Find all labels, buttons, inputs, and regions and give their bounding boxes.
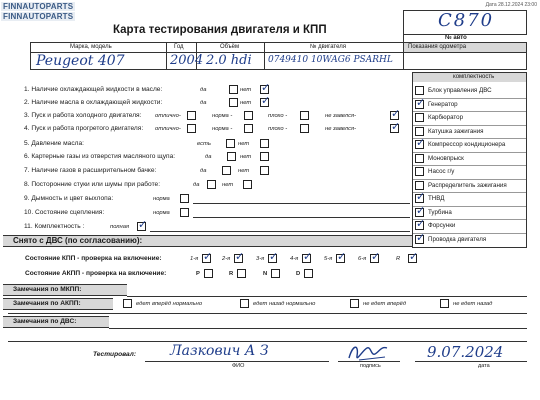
option-checkbox[interactable] [260, 98, 269, 107]
option-checkbox[interactable] [180, 208, 189, 217]
kpp-gear-checkbox[interactable] [234, 254, 243, 263]
option-checkbox[interactable] [207, 180, 216, 189]
question-label: 8. Посторонние стуки или шумы при работе: [24, 181, 161, 188]
question-label: 2. Наличие масла в охлаждающей жидкости: [24, 99, 163, 106]
kpp-gear-checkbox[interactable] [336, 254, 345, 263]
header-engine-number: № двигателя [310, 44, 346, 50]
component-label: Проводка двигателя [428, 235, 487, 243]
component-label: Насос г/у [428, 168, 455, 175]
option-checkbox[interactable] [390, 111, 399, 120]
akpp-remark-checkbox[interactable] [240, 299, 249, 308]
question-label: 4. Пуск и работа прогретого двигателя: [24, 125, 144, 132]
question-label: 9. Дымность и цвет выхлопа: [24, 195, 114, 202]
header-year: Год [174, 44, 184, 50]
kpp-gear-checkbox[interactable] [202, 254, 211, 263]
akpp-remark-checkbox[interactable] [123, 299, 132, 308]
component-checkbox[interactable] [415, 100, 424, 109]
dvs-remarks-label: Замечания по ДВС: [13, 318, 77, 325]
option-label: нет [238, 141, 250, 147]
option-checkbox[interactable] [180, 194, 189, 203]
akpp-gear-checkbox[interactable] [304, 269, 313, 278]
akpp-remark-label: едет назад нормально [253, 301, 316, 307]
component-label: Компрессор кондиционера [428, 141, 506, 148]
akpp-gear-label: D [296, 271, 301, 277]
option-label: плохо - [268, 113, 288, 119]
akpp-remark-label: не едет вперёд [363, 301, 407, 307]
option-checkbox[interactable] [244, 111, 253, 120]
option-label: плохо - [268, 126, 288, 132]
akpp-remarks-label: Замечания по АКПП: [13, 300, 81, 307]
option-checkbox[interactable] [243, 180, 252, 189]
auto-number-label: № авто [445, 35, 467, 41]
kpp-gear-label: 1-я [190, 256, 199, 262]
option-label: да [193, 182, 200, 188]
option-checkbox[interactable] [226, 139, 235, 148]
option-checkbox[interactable] [260, 166, 269, 175]
option-label: нет [240, 154, 252, 160]
option-checkbox[interactable] [260, 152, 269, 161]
option-checkbox[interactable] [187, 111, 196, 120]
option-label: отлично- [155, 113, 181, 119]
akpp-remark-checkbox[interactable] [350, 299, 359, 308]
akpp-remark-label: не едет назад [453, 301, 493, 307]
component-label: Турбина [428, 208, 452, 216]
kpp-gear-label: 3-я [256, 256, 265, 262]
value-engine-number: 0749410 10WAG6 PSARHL [268, 55, 393, 65]
removed-title: Снято с ДВС (по согласованию): [13, 236, 143, 245]
akpp-gear-checkbox[interactable] [237, 269, 246, 278]
option-checkbox[interactable] [300, 111, 309, 120]
component-label: Катушка зажигания [428, 127, 484, 135]
question-label: 10. Состояние сцепления: [24, 209, 105, 216]
akpp-gear-label: R [229, 271, 234, 277]
page-title: Карта тестирования двигателя и КПП [113, 24, 327, 36]
akpp-remark-label: едет вперёд нормально [136, 301, 203, 307]
question-label: 11. Комплектность : [24, 223, 85, 230]
option-label: отлично- [155, 126, 181, 132]
signature [345, 340, 395, 364]
akpp-label: Состояние АКПП - проверка на включение: [25, 270, 167, 277]
option-label: норма - [212, 113, 233, 119]
option-label: да [205, 154, 212, 160]
header-make-model: Марка, модель [70, 44, 112, 50]
option-checkbox[interactable] [229, 85, 238, 94]
kpp-gear-checkbox[interactable] [408, 254, 417, 263]
component-checkbox[interactable] [415, 235, 424, 244]
mkpp-remarks-label: Замечания по МКПП: [13, 286, 82, 293]
option-checkbox[interactable] [227, 152, 236, 161]
kpp-gear-label: R [396, 256, 401, 262]
component-label: Карбюратор [428, 114, 464, 121]
header-odometer: Показания одометра [408, 44, 467, 50]
fio-label: ФИО [232, 363, 245, 369]
option-label: нет [240, 100, 252, 106]
question-label: 7. Наличие газов в расширительном бачке: [24, 167, 157, 174]
akpp-gear-checkbox[interactable] [271, 269, 280, 278]
component-checkbox[interactable] [415, 113, 424, 122]
option-checkbox[interactable] [244, 124, 253, 133]
option-label: норма - [212, 126, 233, 132]
question-label: 3. Пуск и работа холодного двигателя: [24, 112, 142, 119]
option-checkbox[interactable] [390, 124, 399, 133]
kpp-label: Состояние КПП - проверка на включение: [25, 255, 162, 262]
option-label: да [200, 168, 207, 174]
question-label: 5. Давление масла: [24, 140, 84, 147]
akpp-gear-label: P [196, 271, 200, 277]
tested-label: Тестировал: [93, 351, 137, 358]
akpp-remark-checkbox[interactable] [440, 299, 449, 308]
option-label: есть [197, 141, 211, 147]
component-checkbox[interactable] [415, 140, 424, 149]
kpp-gear-checkbox[interactable] [302, 254, 311, 263]
tester-name: Лазкович А З [170, 343, 269, 359]
option-label: нет [222, 182, 234, 188]
component-label: Генератор [428, 100, 458, 108]
date-label: дата [478, 363, 490, 369]
option-checkbox[interactable] [260, 139, 269, 148]
component-checkbox[interactable] [415, 167, 424, 176]
akpp-gear-checkbox[interactable] [204, 269, 213, 278]
component-label: Распределитель зажигания [428, 181, 507, 189]
component-checkbox[interactable] [415, 181, 424, 190]
kpp-gear-label: 4-я [290, 256, 299, 262]
option-checkbox[interactable] [229, 98, 238, 107]
kpp-gear-checkbox[interactable] [268, 254, 277, 263]
option-label: да [200, 100, 207, 106]
component-label: Форсунки [428, 222, 456, 229]
component-label: Моновпрыск [428, 154, 464, 162]
option-label: не завелся- [325, 126, 357, 132]
kpp-gear-label: 5-я [324, 256, 333, 262]
option-label: нет [240, 87, 252, 93]
option-label: норма [153, 196, 170, 202]
component-checkbox[interactable] [415, 127, 424, 136]
value-make-model: Peugeot 407 [36, 53, 125, 69]
option-label: полная [110, 224, 130, 230]
question-label: 1. Наличие охлаждающей жидкости в масле: [24, 86, 163, 93]
value-year: 2004 [170, 53, 204, 68]
kpp-gear-label: 2-я [222, 256, 231, 262]
component-checkbox[interactable] [415, 221, 424, 230]
option-label: норма [153, 210, 170, 216]
option-label: не завелся- [325, 113, 357, 119]
option-checkbox[interactable] [187, 124, 196, 133]
option-checkbox[interactable] [137, 222, 146, 231]
print-date: Дата 28.12.2024 23:00 [485, 2, 537, 8]
header-volume: Объём [220, 44, 240, 50]
component-checkbox[interactable] [415, 154, 424, 163]
date-value: 9.07.2024 [427, 343, 504, 361]
option-checkbox[interactable] [300, 124, 309, 133]
components-header: комплектность [453, 74, 495, 80]
watermark-second: FINNAUTOPARTS [3, 12, 74, 21]
option-label: нет [238, 168, 250, 174]
component-checkbox[interactable] [415, 86, 424, 95]
signature-label: подпись [360, 363, 381, 369]
question-label: 6. Картерные газы из отверстия масляного щупа: [24, 153, 176, 160]
watermark-top: FINNAUTOPARTS [3, 2, 74, 11]
option-checkbox[interactable] [260, 85, 269, 94]
component-checkbox[interactable] [415, 194, 424, 203]
auto-number-value: С870 [438, 10, 495, 31]
kpp-gear-label: 6-я [358, 256, 367, 262]
value-volume: 2.0 hdi [206, 53, 252, 68]
component-label: ТНВД [428, 195, 445, 202]
akpp-gear-label: N [263, 271, 268, 277]
component-checkbox[interactable] [415, 208, 424, 217]
option-label: да [200, 87, 207, 93]
kpp-gear-checkbox[interactable] [370, 254, 379, 263]
component-label: Блок управления ДВС [428, 87, 492, 94]
option-checkbox[interactable] [222, 166, 231, 175]
